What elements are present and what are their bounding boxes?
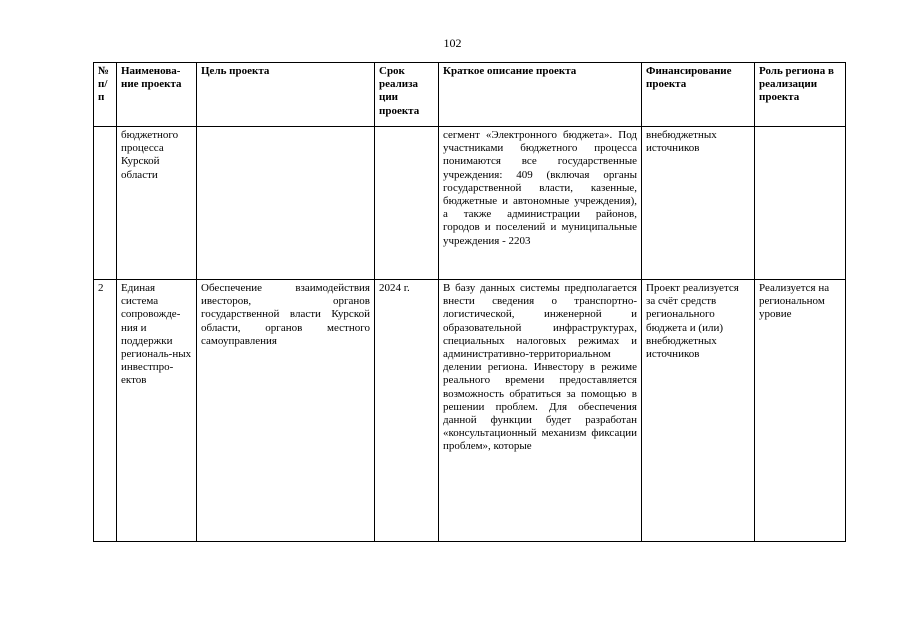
cell-number: 2: [94, 280, 117, 542]
cell-project-description: В базу данных системы предполагается внести сведения о транспортно-логистической, инженерной и образовательной инфраструктурах, специальных налоговых режимах и административно-территориальном делении региона. Инвестору в режиме реального времени предоставляется возможность обратиться за помощью в решении проблем. Для обеспечения данной функции будет разработан «консультационный механизм фиксации проблем», которые: [439, 280, 642, 542]
cell-project-term: 2024 г.: [375, 280, 439, 542]
header-project-term: Срок реализа ции проекта: [375, 63, 439, 127]
cell-project-financing: внебюджетных источников: [642, 127, 755, 280]
cell-project-name: бюджетного процесса Курской области: [117, 127, 197, 280]
header-region-role: Роль региона в реализации проекта: [755, 63, 846, 127]
page-number: 102: [443, 36, 462, 50]
cell-region-role: Реализуется на региональном уровие: [755, 280, 846, 542]
cell-project-goal: Обеспечение взаимодействия ивесторов, органов государственной власти Курской области, органов местного самоуправления: [197, 280, 375, 542]
cell-project-term: [375, 127, 439, 280]
header-project-description: Краткое описание проекта: [439, 63, 642, 127]
cell-project-goal: [197, 127, 375, 280]
header-project-financing: Финансирование проекта: [642, 63, 755, 127]
cell-project-financing: Проект реализуется за счёт средств регионального бюджета и (или) внебюджетных источников: [642, 280, 755, 542]
table-row: [94, 127, 846, 280]
header-project-name: Наименова-ние проекта: [117, 63, 197, 127]
header-number: № п/ п: [94, 63, 117, 127]
cell-project-description: сегмент «Электронного бюджета». Под участниками бюджетного процесса понимаются все государственные учреждения: 409 (включая органы государственной власти, казенные, бюджетные и автономные учреждения), а также администрации районов, городов и поселений и муниципальные учреждения - 2203: [439, 127, 642, 280]
table-row: [94, 280, 846, 542]
cell-region-role: [755, 127, 846, 280]
cell-project-name: Единая система сопровожде-ния и поддержки региональ-ных инвестпро-ектов: [117, 280, 197, 542]
header-project-goal: Цель проекта: [197, 63, 375, 127]
projects-table: [93, 62, 846, 542]
table-header-row: [94, 63, 846, 127]
cell-number: [94, 127, 117, 280]
